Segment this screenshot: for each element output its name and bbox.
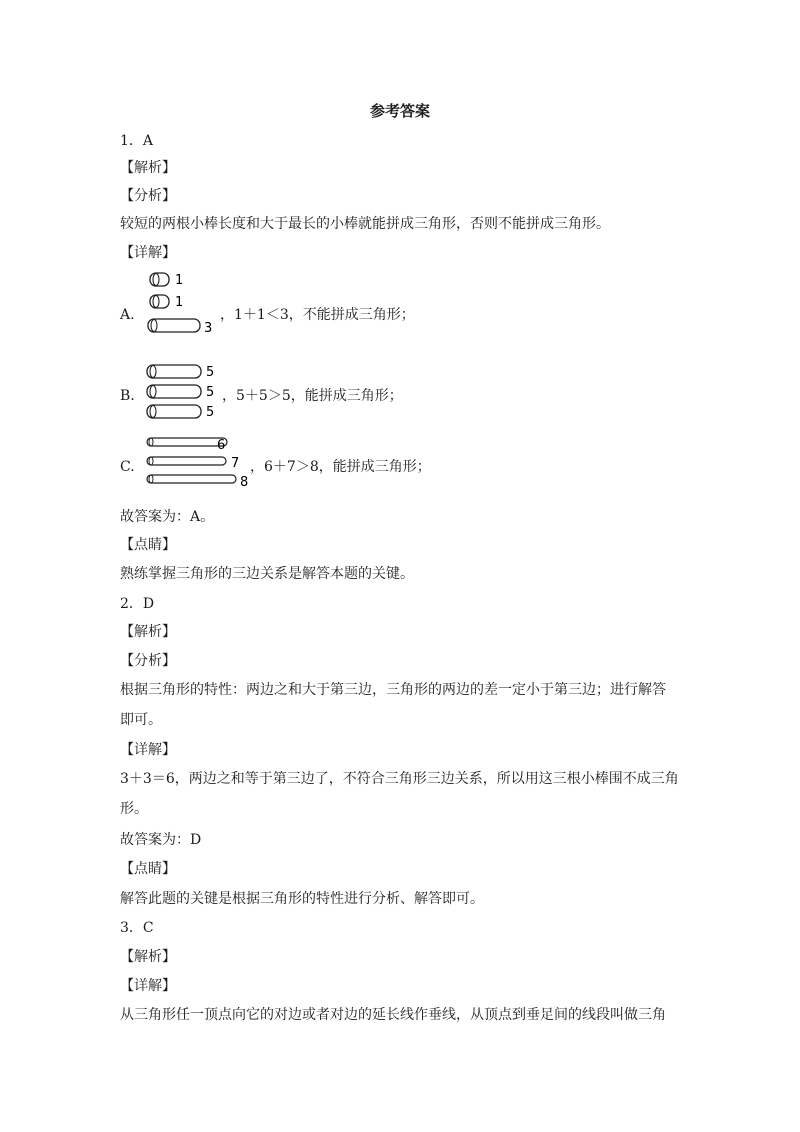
analysis-text: 较短的两根小棒长度和大于最长的小棒就能拼成三角形，否则不能拼成三角形。 [120, 216, 610, 232]
option-b-label: B. [120, 388, 135, 404]
section-jiexi: 【解析】 [120, 160, 176, 176]
question-1-answer: 1．A [120, 133, 154, 149]
page-title: 参考答案 [369, 102, 430, 120]
option-c-figure [120, 434, 450, 492]
stick-b3-icon [147, 405, 201, 418]
dianjing-text-2: 解答此题的关键是根据三角形的特性进行分析、解答即可。 [120, 891, 484, 907]
section-fenxi: 【分析】 [120, 188, 176, 204]
section-xiangjie: 【详解】 [120, 245, 176, 261]
stick-a3-icon [148, 319, 200, 332]
section-xiangjie-3: 【详解】 [120, 978, 176, 994]
stick-b1-length: 5 [206, 365, 215, 380]
detail-text-2b: 形。 [120, 801, 148, 817]
section-jiexi-2: 【解析】 [120, 624, 176, 640]
option-b-note: ，5＋5＞5，能拼成三角形； [222, 388, 403, 404]
option-c-note: ，6＋7＞8，能拼成三角形； [250, 459, 431, 475]
stick-a3-length: 3 [204, 321, 213, 336]
stick-b1-icon [147, 365, 201, 378]
answer-1: 故答案为：A。 [120, 509, 215, 525]
analysis-text-2b: 即可。 [120, 712, 162, 728]
stick-c1-length: 6 [217, 438, 226, 453]
option-c-label: C. [120, 459, 135, 475]
option-a-label: A. [120, 307, 135, 323]
stick-c1-icon [147, 438, 227, 446]
stick-b2-icon [147, 385, 201, 398]
detail-text-2a: 3＋3＝6，两边之和等于第三边了，不符合三角形三边关系，所以用这三根小棒围不成三角 [120, 771, 679, 787]
stick-a1-icon [150, 273, 169, 286]
stick-a2-length: 1 [175, 295, 184, 310]
section-dianjing: 【点睛】 [120, 537, 176, 553]
stick-c3-icon [147, 475, 236, 483]
section-dianjing-2: 【点睛】 [120, 861, 176, 877]
stick-c2-length: 7 [231, 456, 240, 471]
option-a-note: ，1＋1＜3，不能拼成三角形； [220, 307, 415, 323]
question-3-answer: 3．C [120, 920, 154, 936]
answer-2: 故答案为：D [120, 832, 202, 848]
dianjing-text: 熟练掌握三角形的三边关系是解答本题的关键。 [120, 566, 414, 582]
stick-c3-length: 8 [240, 475, 249, 490]
section-jiexi-3: 【解析】 [120, 949, 176, 965]
stick-b3-length: 5 [206, 405, 215, 420]
stick-a2-icon [150, 295, 169, 308]
option-c-sticks [120, 434, 250, 492]
option-a-figure [120, 270, 420, 340]
option-b-figure [120, 362, 420, 422]
stick-a1-length: 1 [175, 273, 184, 288]
stick-b2-length: 5 [206, 385, 215, 400]
section-xiangjie-2: 【详解】 [120, 742, 176, 758]
section-fenxi-2: 【分析】 [120, 653, 176, 669]
question-2-answer: 2．D [120, 596, 155, 612]
stick-c2-icon [147, 457, 226, 465]
analysis-text-2a: 根据三角形的特性：两边之和大于第三边，三角形的两边的差一定小于第三边；进行解答 [120, 682, 666, 698]
detail-text-3: 从三角形任一顶点向它的对边或者对边的延长线作垂线，从顶点到垂足间的线段叫做三角 [120, 1007, 666, 1023]
